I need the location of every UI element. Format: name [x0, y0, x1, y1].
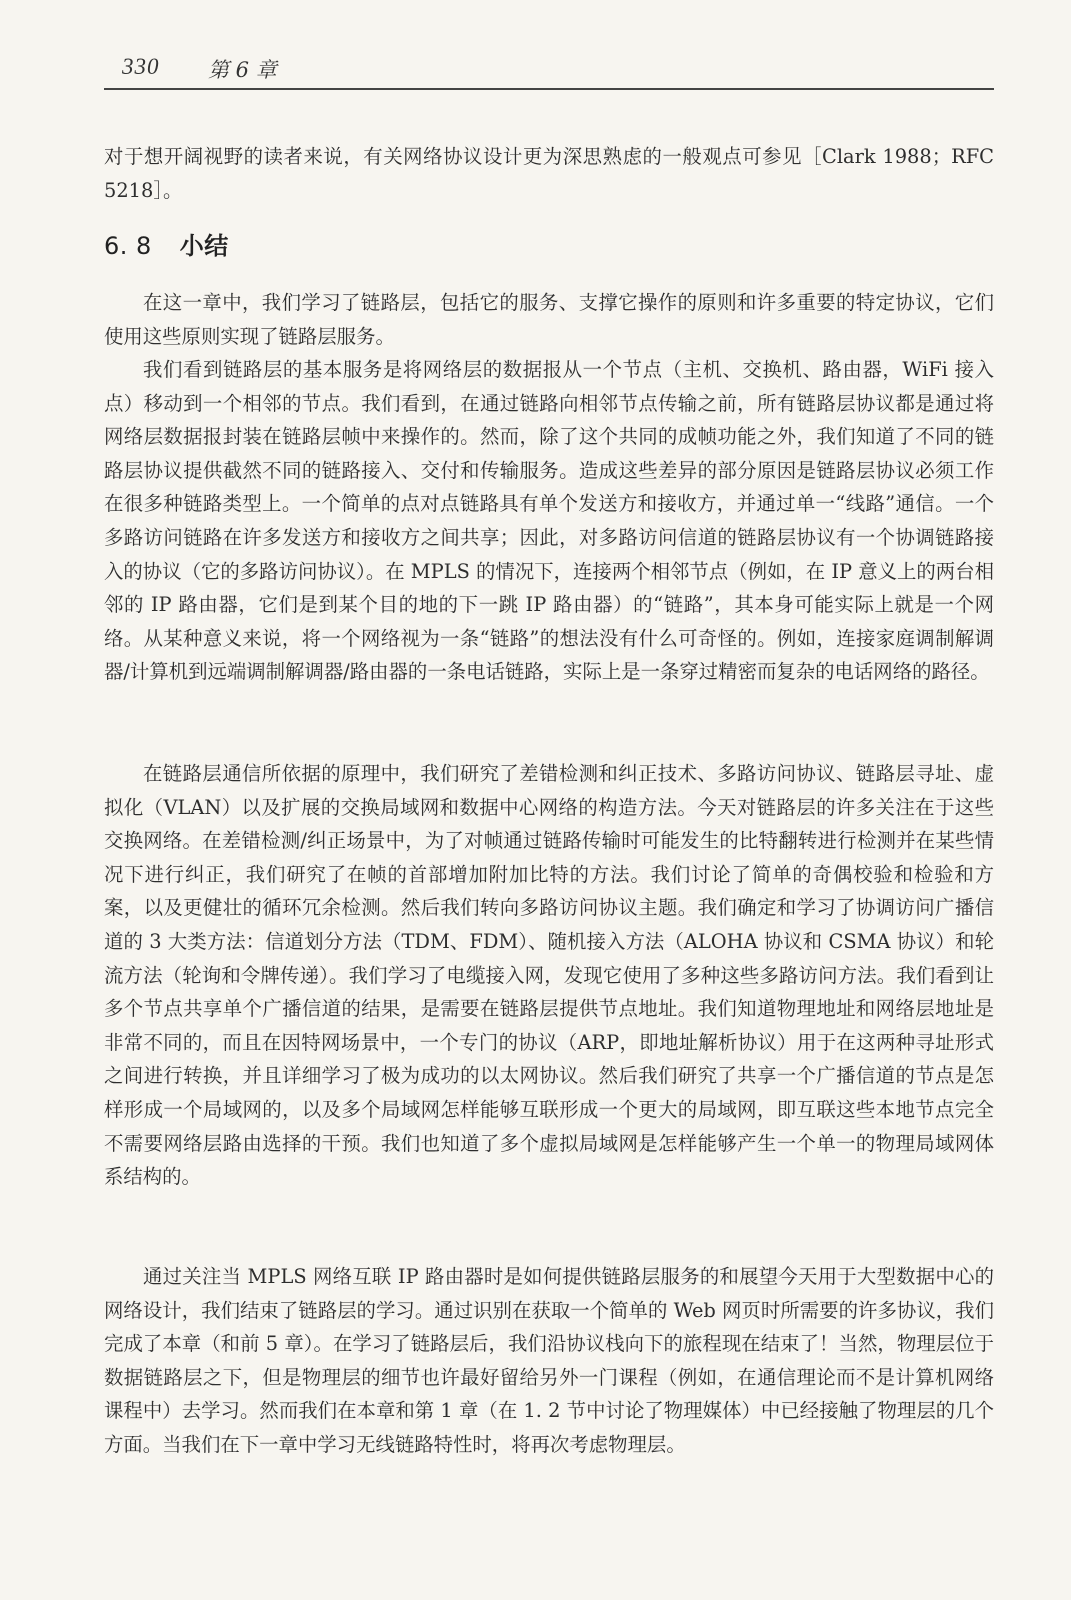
page-header — [104, 50, 994, 90]
summary-paragraph-1: 在这一章中，我们学习了链路层，包括它的服务、支撑它操作的原则和许多重要的特定协议，它们使用这些原则实现了链路层服务。 — [104, 291, 994, 348]
header-divider — [104, 88, 994, 90]
chapter-label: 第 6 章 — [208, 58, 277, 82]
section-title: 小结 — [179, 232, 229, 260]
page-number: 330 — [122, 54, 160, 79]
summary-paragraph-2: 我们看到链路层的基本服务是将网络层的数据报从一个节点（主机、交换机、路由器，WiFi 接入点）移动到一个相邻的节点。我们看到，在通过链路向相邻节点传输之前，所有链路层协议都是通过将网络层数据报封装在链路层帧中来操作的。然而，除了这个共同的成帧功能之外，我们知道了不同的链路层协议提供截然不同的链路接入、交付和传输服务。造成这些差异的部分原因是链路层协议必须工作在很多种链路类型上。一个简单的点对点链路具有单个发送方和接收方，并通过单一“线路”通信。一个多路访问链路在许多发送方和接收方之间共享；因此，对多路访问信道的链路层协议有一个协调链路接入的协议（它的多路访问协议）。在 MPLS 的情况下，连接两个相邻节点（例如，在 IP 意义上的两台相邻的 IP 路由器，它们是到某个目的地的下一跳 IP 路由器）的“链路”，其本身可能实际上就是一个网络。从某种意义来说，将一个网络视为一条“链路”的想法没有什么可奇怪的。例如，连接家庭调制解调器/计算机到远端调制解调器/路由器的一条电话链路，实际上是一条穿过精密而复杂的电话网络的路径。 — [104, 358, 994, 684]
section-number: 6. 8 — [104, 232, 152, 260]
section-heading — [104, 226, 229, 261]
summary-paragraph-3: 在链路层通信所依据的原理中，我们研究了差错检测和纠正技术、多路访问协议、链路层寻址、虚拟化（VLAN）以及扩展的交换局域网和数据中心网络的构造方法。今天对链路层的许多关注在于这些交换网络。在差错检测/纠正场景中，为了对帧通过链路传输时可能发生的比特翻转进行检测并在某些情况下进行纠正，我们研究了在帧的首部增加附加比特的方法。我们讨论了简单的奇偶校验和检验和方案，以及更健壮的循环冗余检测。然后我们转向多路访问协议主题。我们确定和学习了协调访问广播信道的 3 大类方法：信道划分方法（TDM、FDM）、随机接入方法（ALOHA 协议和 CSMA 协议）和轮流方法（轮询和令牌传递）。我们学习了电缆接入网，发现它使用了多种这些多路访问方法。我们看到让多个节点共享单个广播信道的结果，是需要在链路层提供节点地址。我们知道物理地址和网络层地址是非常不同的，而且在因特网场景中，一个专门的协议（ARP，即地址解析协议）用于在这两种寻址形式之间进行转换，并且详细学习了极为成功的以太网协议。然后我们研究了共享一个广播信道的节点是怎样形成一个局域网的，以及多个局域网怎样能够互联形成一个更大的局域网，即互联这些本地节点完全不需要网络层路由选择的干预。我们也知道了多个虚拟局域网是怎样能够产生一个单一的物理局域网体系结构的。 — [104, 762, 994, 1189]
summary-paragraph-4: 通过关注当 MPLS 网络互联 IP 路由器时是如何提供链路层服务的和展望今天用于大型数据中心的网络设计，我们结束了链路层的学习。通过识别在获取一个简单的 Web 网页时所需要的许多协议，我们完成了本章（和前 5 章）。在学习了链路层后，我们沿协议栈向下的旅程现在结束了！当然，物理层位于数据链路层之下，但是物理层的细节也许最好留给另外一门课程（例如，在通信理论而不是计算机网络课程中）去学习。然而我们在本章和第 1 章（在 1. 2 节中讨论了物理媒体）中已经接触了物理层的几个方面。当我们在下一章中学习无线链路特性时，将再次考虑物理层。 — [104, 1265, 994, 1456]
intro-paragraph: 对于想开阔视野的读者来说，有关网络协议设计更为深思熟虑的一般观点可参见［Clark 1988；RFC 5218］。 — [104, 145, 994, 202]
